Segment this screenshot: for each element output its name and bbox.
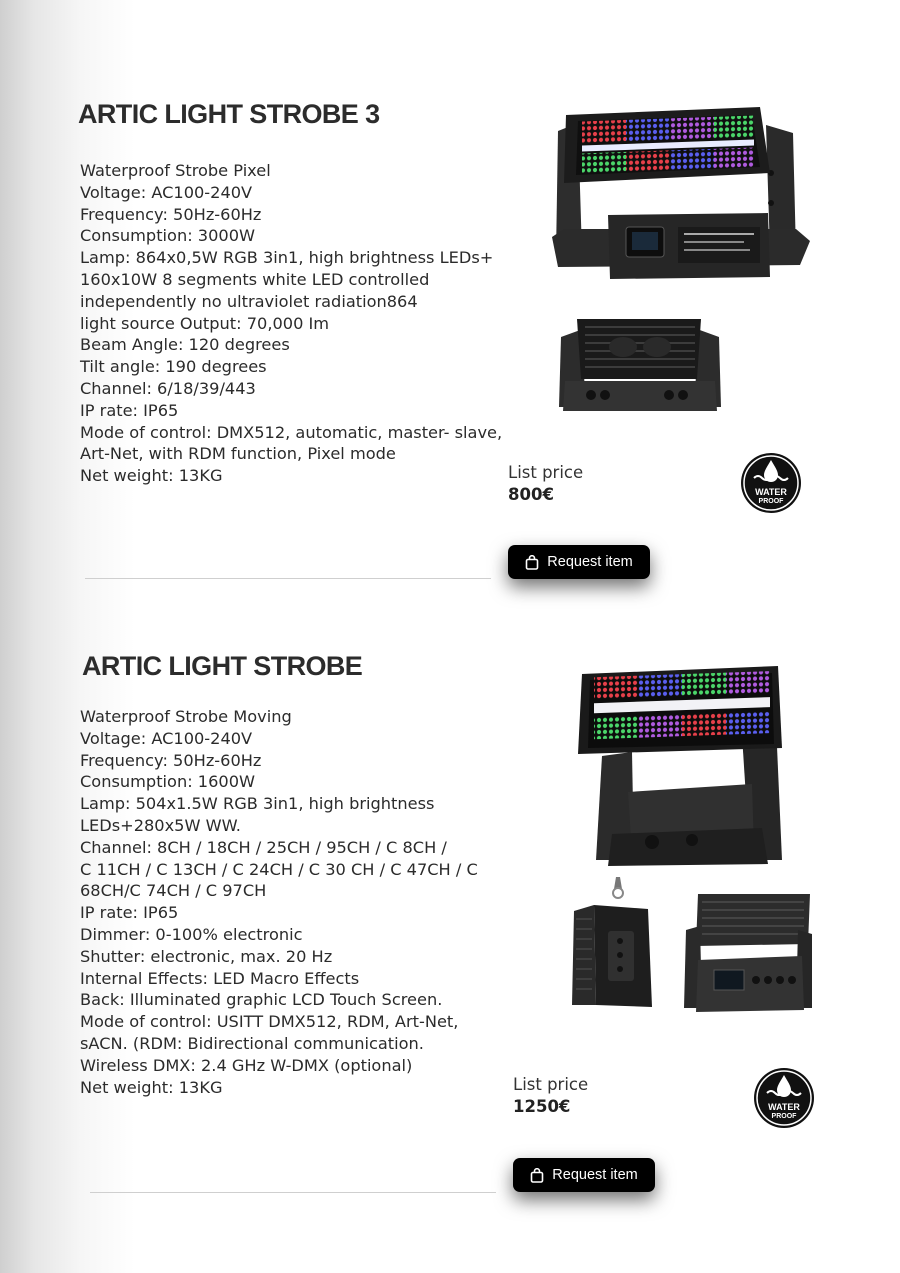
badge-text-line1: WATER bbox=[768, 1102, 800, 1112]
section-divider bbox=[85, 578, 491, 579]
waterproof-badge bbox=[753, 1067, 815, 1129]
product-title: ARTIC LIGHT STROBE bbox=[82, 651, 363, 681]
request-item-label: Request item bbox=[552, 1167, 638, 1183]
spec-line: Channel: 8CH / 18CH / 25CH / 95CH / C 8CH / bbox=[80, 837, 447, 857]
badge-text-line1: WATER bbox=[755, 487, 787, 497]
product-title: ARTIC LIGHT STROBE 3 bbox=[78, 99, 380, 129]
spec-list bbox=[80, 706, 520, 1098]
badge-text-line2: PROOF bbox=[771, 1113, 797, 1120]
spec-line: Dimmer: 0-100% electronic bbox=[80, 924, 303, 944]
list-price-label: List price bbox=[513, 1075, 589, 1094]
spec-list bbox=[80, 160, 520, 487]
spec-line: Lamp: 504x1.5W RGB 3in1, high brightness bbox=[80, 794, 435, 814]
spec-line: Back: Illuminated graphic LCD Touch Screen. bbox=[80, 990, 443, 1010]
spec-line: Frequency: 50Hz-60Hz bbox=[80, 750, 262, 770]
product-image-front bbox=[538, 103, 813, 285]
product-image-side bbox=[568, 875, 658, 1010]
spec-line: Consumption: 1600W bbox=[80, 772, 256, 792]
product-image-front bbox=[572, 664, 787, 870]
shopping-bag-icon bbox=[530, 1168, 544, 1183]
spec-line: Tilt angle: 190 degrees bbox=[80, 357, 267, 377]
spec-line: Net weight: 13KG bbox=[80, 466, 223, 486]
spec-line: sACN. (RDM: Bidirectional communication. bbox=[80, 1033, 424, 1053]
spec-line: Consumption: 3000W bbox=[80, 226, 256, 246]
product-image-rear bbox=[680, 890, 815, 1015]
spec-line: Mode of control: USITT DMX512, RDM, Art-Net, bbox=[80, 1012, 459, 1032]
request-item-label: Request item bbox=[547, 554, 633, 570]
spec-line: Frequency: 50Hz-60Hz bbox=[80, 204, 262, 224]
spec-line: IP rate: IP65 bbox=[80, 400, 179, 420]
spec-line: Art-Net, with RDM function, Pixel mode bbox=[80, 444, 396, 464]
spec-line: Channel: 6/18/39/443 bbox=[80, 378, 256, 398]
spec-line: independently no ultraviolet radiation864 bbox=[80, 291, 418, 311]
spec-line: Shutter: electronic, max. 20 Hz bbox=[80, 946, 333, 966]
spec-line: Beam Angle: 120 degrees bbox=[80, 335, 290, 355]
spec-line: Net weight: 13KG bbox=[80, 1077, 223, 1097]
spec-line: IP rate: IP65 bbox=[80, 903, 179, 923]
spec-line: Voltage: AC100-240V bbox=[80, 182, 253, 202]
shopping-bag-icon bbox=[525, 555, 539, 570]
spec-line: Waterproof Strobe Moving bbox=[80, 707, 292, 726]
spec-line: 160x10W 8 segments white LED controlled bbox=[80, 269, 430, 289]
spec-line: Waterproof Strobe Pixel bbox=[80, 161, 271, 180]
product-image-rear bbox=[555, 315, 725, 415]
list-price-value: 1250€ bbox=[513, 1097, 571, 1116]
spec-line: LEDs+280x5W WW. bbox=[80, 815, 241, 835]
request-item-button[interactable] bbox=[513, 1158, 655, 1192]
request-item-button[interactable] bbox=[508, 545, 650, 579]
badge-text-line2: PROOF bbox=[758, 498, 784, 505]
spec-line: C 11CH / C 13CH / C 24CH / C 30 CH / C 47CH / C bbox=[80, 859, 478, 879]
spec-line: Voltage: AC100-240V bbox=[80, 728, 253, 748]
spec-line: Mode of control: DMX512, automatic, master- slave, bbox=[80, 422, 503, 442]
waterproof-badge bbox=[740, 452, 802, 514]
spec-line: Internal Effects: LED Macro Effects bbox=[80, 968, 360, 988]
spec-line: Wireless DMX: 2.4 GHz W-DMX (optional) bbox=[80, 1055, 413, 1075]
spec-line: Lamp: 864x0,5W RGB 3in1, high brightness LEDs+ bbox=[80, 248, 494, 268]
list-price-value: 800€ bbox=[508, 485, 554, 504]
spec-line: light source Output: 70,000 Im bbox=[80, 313, 330, 333]
list-price-label: List price bbox=[508, 463, 584, 482]
section-divider bbox=[90, 1192, 496, 1193]
spec-line: 68CH/C 74CH / C 97CH bbox=[80, 881, 267, 901]
